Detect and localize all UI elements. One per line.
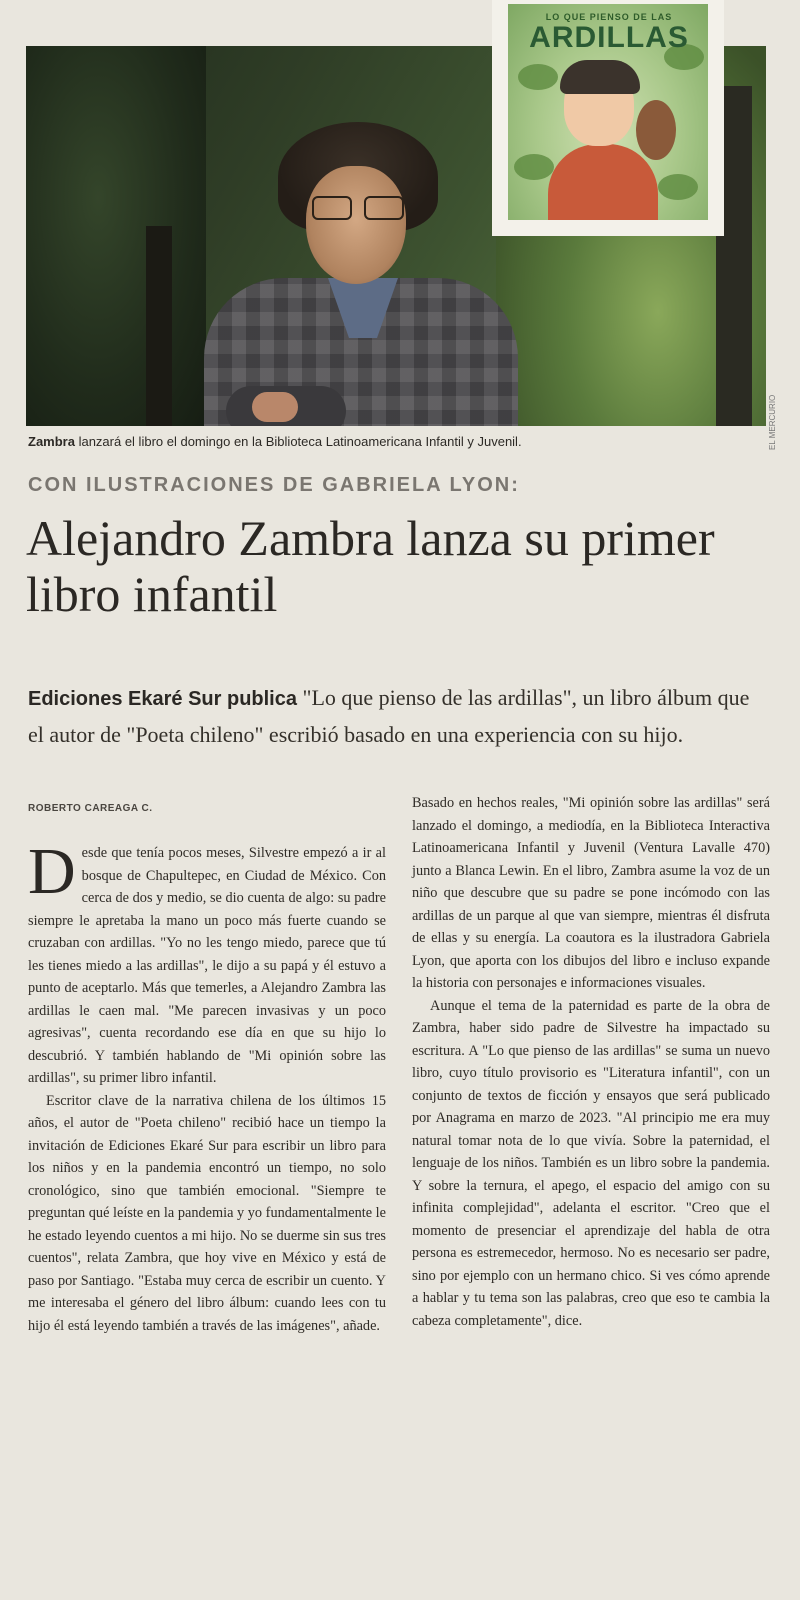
book-illustration-child-body xyxy=(548,144,658,220)
author-hand xyxy=(252,392,298,422)
drop-cap: D xyxy=(28,835,76,908)
photo-tree-trunk xyxy=(146,226,172,426)
article-column-left xyxy=(28,835,386,1337)
book-cover-title xyxy=(524,12,694,54)
book-illustration-child-hair xyxy=(560,60,640,94)
lede-text: "Lo que pienso de las ardillas", un libro álbum que el autor de "Poeta chileno" escribió basado en una experiencia con su hijo. xyxy=(28,685,750,747)
body-paragraph: Desde que tenía pocos meses, Silvestre empezó a ir al bosque de Chapultepec, en Ciudad de México. Con cerca de dos y medio, se dio cuenta de algo: su padre siempre le apretaba la mano un poco más fuerte cuando se cruzaban con ardillas. "Yo no les tengo miedo, parece que tú les tienes miedo a las ardillas", le dijo a su papá y él estuvo a punto de aceptarlo. Más que temerles, a Alejandro Zambra las ardillas le caen mal. "Me parecen invasivas y un poco agresivas", cuenta recordando ese día en que su hijo lo descubrió. Y también hablando de "Mi opinión sobre las ardillas", su primer libro infantil. xyxy=(28,835,386,1086)
glasses-icon xyxy=(312,196,404,218)
article-column-right xyxy=(412,792,770,1332)
photo-trees-left xyxy=(26,46,206,426)
author-face xyxy=(306,166,406,284)
lede-strong: Ediciones Ekaré Sur publica xyxy=(28,688,297,710)
caption-text: lanzará el libro el domingo en la Biblioteca Latinoamericana Infantil y Juvenil. xyxy=(74,434,522,449)
article-byline: ROBERTO CAREAGA C. xyxy=(28,803,153,814)
body-paragraph: Escritor clave de la narrativa chilena de los últimos 15 años, el autor de "Poeta chileno" recibió hace un tiempo la invitación de Ediciones Ekaré Sur para escribir un libro para los niños y en la pandemia encontró un tiempo, no solo cronológico, sino que también emocional. "Siempre te preguntan qué leíste en la pandemia y yo fundamentalmente le he estado leyendo cuentos a mi hijo. No se duerme sin sus tres cuentos", relata Zambra, que hoy vive en México y está de paso por Santiago. "Estaba muy cerca de escribir un cuento. Y me interesaba el género del libro álbum: cuando lees con tu hijo él está leyendo también a través de las imágenes", añade. xyxy=(28,1092,386,1334)
book-cover-main-title: ARDILLAS xyxy=(529,21,689,54)
photo-caption xyxy=(28,434,772,449)
squirrel-icon xyxy=(636,100,676,160)
article-kicker: CON ILUSTRACIONES DE GABRIELA LYON: xyxy=(28,474,520,496)
book-cover-image xyxy=(508,4,708,220)
photo-credit: EL MERCURIO xyxy=(768,394,777,450)
body-paragraph: Aunque el tema de la paternidad es parte de la obra de Zambra, haber sido padre de Silvestre ha impactado su escritura. A "Lo que pienso de las ardillas" se suma un nuevo libro, cuyo título provisorio es "Literatura infantil", con un conjunto de textos de ficción y ensayos que será publicado por Anagrama en marzo de 2023. "Al principio me era muy natural tomar nota de lo que vivía. Sobre la paternidad, el lenguaje de los niños. También es un libro sobre la pandemia. Y sobre la ternura, el apego, el espacio del amigo con su infinita complejidad", adelanta el escritor. "Creo que el momento de presenciar el aprendizaje del habla de otra persona es estremecedor, hermoso. No es necesario ser padre, sino por ejemplo con un hermano chico. Si ves cómo aprende a hablar y tu tema son las palabras, creo que eso te cambia la cabeza completamente", dice. xyxy=(412,997,770,1329)
article-lede xyxy=(28,680,768,753)
body-paragraph: Basado en hechos reales, "Mi opinión sobre las ardillas" será lanzado el domingo, a mediodía, en la Biblioteca Interactiva Latinoamericana Infantil y Juvenil (Ventura Lavalle 470) junto a Blanca Lewin. En el libro, Zambra asume la voz de un niño que descubre que su padre se pone incómodo con las ardillas de un parque al que van siempre, mientras él disfruta de ellas y su energía. La coautora es la ilustradora Gabriela Lyon, que aporta con los dibujos del libro e incluso expande la historia con personajes e informaciones visuales. xyxy=(412,795,770,991)
book-cover-top-text: LO QUE PIENSO DE LAS xyxy=(545,12,673,22)
article-headline: Alejandro Zambra lanza su primer libro infantil xyxy=(26,510,715,622)
caption-name: Zambra xyxy=(28,434,75,449)
